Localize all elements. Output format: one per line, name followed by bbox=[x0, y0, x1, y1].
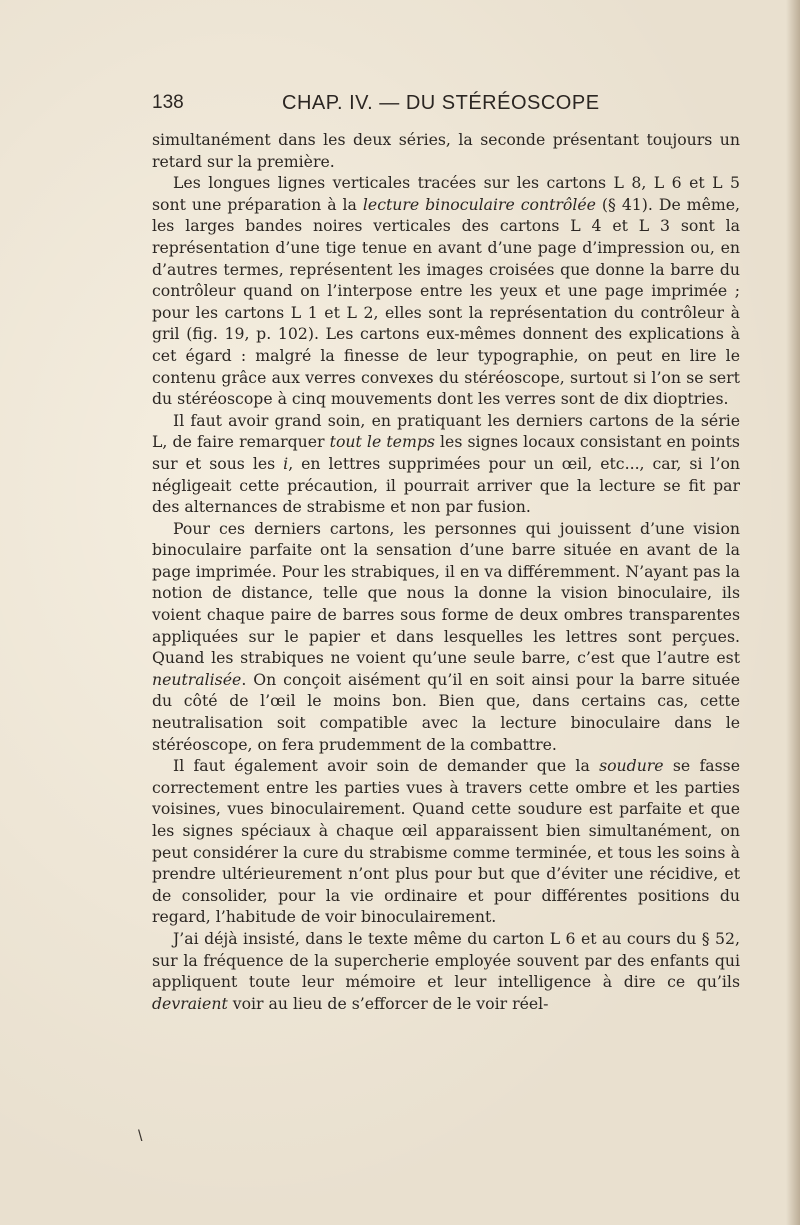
italic-span: neutralisée bbox=[152, 669, 242, 689]
italic-span: devraient bbox=[152, 993, 228, 1013]
body-text bbox=[152, 129, 740, 1014]
page-number: 138 bbox=[152, 92, 184, 113]
italic-span: soudure bbox=[599, 756, 664, 776]
text-span: . On conçoit aisément qu’il en soit ainsi pour la barre située du côté de l’œil le moins bon. Bien que, dans certains cas, cette neutralisation soit compatible avec la lecture binoculaire dans le stéréoscope, on fera prudemment de la combattre. bbox=[152, 669, 740, 754]
text-span: Les longues lignes verticales tracées sur les cartons L 8, L 6 et L 5 sont une préparation à la bbox=[152, 173, 740, 214]
paragraph-3 bbox=[152, 410, 740, 518]
text-span: simultanément dans les deux séries, la seconde présentant toujours un retard sur la première. bbox=[152, 130, 740, 171]
paragraph-4 bbox=[152, 518, 740, 756]
paragraph-2 bbox=[152, 172, 740, 410]
italic-span: lecture binoculaire contrôlée bbox=[362, 194, 596, 214]
paragraph-5 bbox=[152, 755, 740, 928]
text-span: J’ai déjà insisté, dans le texte même du carton L 6 et au cours du § 52, sur la fréquence de la supercherie employée souvent par des enfants qui appliquent toute leur mémoire et leur intelligence à dire ce qu’ils bbox=[152, 928, 740, 992]
text-span: voir au lieu de s’efforcer de le voir réel- bbox=[227, 993, 549, 1013]
text-span: (§ 41). De même, les larges bandes noires verticales des cartons L 4 et L 3 sont la représentation d’une tige tenue en avant d’une page d’impression ou, en d’autres termes, représentent les images croisées que donne la barre du contrôleur quand on l’interpose entre les yeux et une page imprimée ; pour les cartons L 1 et L 2, elles sont la représentation du contrôleur à gril (fig. 19, p. 102). Les cartons eux-mêmes donnent des explications à cet égard : malgré la finesse de leur typographie, on peut en lire le contenu grâce aux verres convexes du stéréoscope, surtout si l’on se sert du stéréoscope à cinq mouvements dont les verres sont de dix dioptries. bbox=[152, 194, 740, 409]
italic-span: tout le temps bbox=[329, 432, 435, 452]
paragraph-6 bbox=[152, 928, 740, 1014]
paragraph-1 bbox=[152, 129, 740, 172]
text-span: les signes locaux consistant en points sur et sous les bbox=[152, 432, 740, 473]
text-span: se fasse correctement entre les parties vues à travers cette ombre et les parties voisines, vues binoculairement. Quand cette soudure est parfaite et que les signes spéciaux à chaque œil apparaissent bien simultanément, on peut considérer la cure du strabisme comme terminée, et tous les soins à prendre ultérieurement n’ont plus pour but que d’éviter une récidive, et de consolider, pour la vie ordinaire et pour différentes positions du regard, l’habitude de voir binoculairement. bbox=[152, 756, 740, 927]
margin-mark: \ bbox=[138, 1128, 143, 1145]
running-head: CHAP. IV. — DU STÉRÉOSCOPE bbox=[282, 92, 600, 114]
text-span: Il faut également avoir soin de demander que la bbox=[173, 756, 600, 776]
page-edge-shadow bbox=[786, 0, 800, 1225]
italic-span: i bbox=[283, 453, 289, 473]
page-header bbox=[152, 92, 740, 120]
text-span: , en lettres supprimées pour un œil, etc..., car, si l’on négligeait cette précaution, il pourrait arriver que la lecture se fit par des alternances de strabisme et non par fusion. bbox=[152, 453, 740, 517]
text-span: Pour ces derniers cartons, les personnes qui jouissent d’une vision binoculaire parfaite ont la sensation d’une barre située en avant de la page imprimée. Pour les strabiques, il en va différemment. N’ayant pas la notion de distance, telle que nous la donne la vision binoculaire, ils voient chaque paire de barres sous forme de deux ombres transparentes appliquées sur le papier et dans lesquelles les lettres sont perçues. Quand les strabiques ne voient qu’une seule barre, c’est que l’autre est bbox=[152, 518, 740, 668]
text-span: Il faut avoir grand soin, en pratiquant les derniers cartons de la série L, de faire remarquer bbox=[152, 410, 740, 452]
